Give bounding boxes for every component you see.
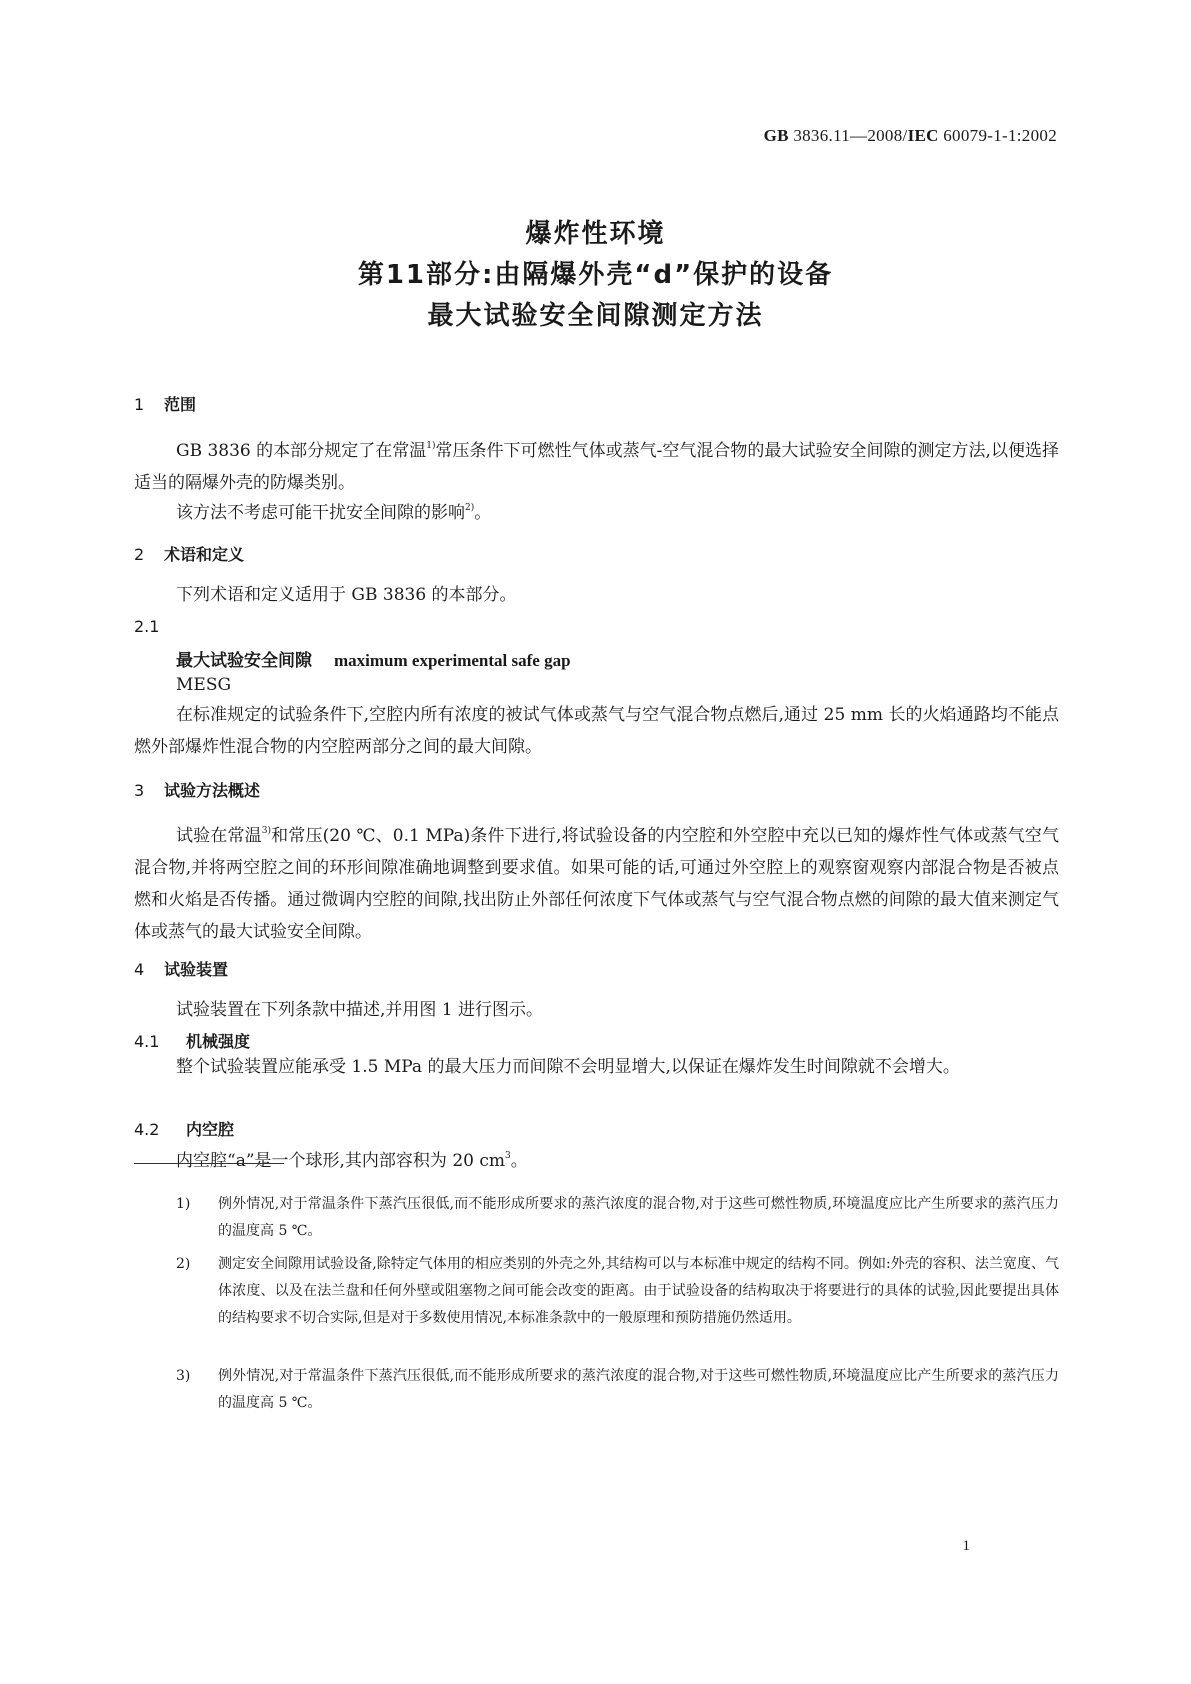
title-line-1: 爆炸性环境 [525, 219, 666, 249]
section-title: 试验方法概述 [164, 781, 261, 800]
term-english: maximum experimental safe gap [334, 651, 571, 670]
text-run: 。 [510, 1151, 528, 1171]
subsection-4-2-heading [134, 1117, 234, 1140]
text-run: 该方法不考虑可能干扰安全间隙的影响 [176, 503, 465, 523]
section-title: 术语和定义 [164, 545, 245, 564]
footnote-1 [176, 1191, 1059, 1245]
footnote-ref: 3) [261, 826, 272, 836]
subsection-2-1-number: 2.1 [134, 617, 160, 636]
text-run: GB 3836 的本部分规定了在常温 [176, 441, 427, 461]
standard-code [764, 126, 1057, 146]
footnote-number: 2) [176, 1256, 191, 1272]
footnote-number: 3) [176, 1368, 191, 1384]
text-run: 试验在常温 [176, 826, 262, 846]
subsection-4-1-paragraph: 整个试验装置应能承受 1.5 MPa 的最大压力而间隙不会明显增大,以保证在爆炸发生时间隙就不会增大。 [176, 1057, 960, 1077]
section-number: 4 [134, 960, 145, 979]
footnote-ref: 2) [465, 503, 475, 513]
section-number: 3 [134, 781, 145, 800]
section-2-paragraph: 下列术语和定义适用于 GB 3836 的本部分。 [176, 585, 517, 605]
title-line-3: 最大试验安全间隙测定方法 [427, 301, 764, 331]
term-abbreviation: MESG [176, 675, 232, 695]
code-number: 3836.11—2008/ [788, 126, 908, 145]
section-1-paragraph-1 [134, 430, 1059, 499]
subsection-number: 4.2 [134, 1120, 160, 1139]
subsection-title: 机械强度 [186, 1032, 251, 1051]
section-title: 范围 [164, 395, 197, 414]
title-line-2: 第11部分:由隔爆外壳“d”保护的设备 [357, 260, 834, 290]
footnote-text: 例外情况,对于常温条件下蒸汽压很低,而不能形成所要求的蒸汽浓度的混合物,对于这些可燃性物质,环境温度应比产生所要求的蒸汽压力的温度高 5 ℃。 [218, 1196, 1059, 1239]
text-run: 。 [474, 503, 492, 523]
code-iec: IEC [907, 126, 939, 145]
footnote-divider [134, 1163, 284, 1164]
section-3-paragraph [134, 815, 1059, 948]
code-gb: GB [763, 126, 789, 145]
footnote-text: 例外情况,对于常温条件下蒸汽压很低,而不能形成所要求的蒸汽浓度的混合物,对于这些可燃性物质,环境温度应比产生所要求的蒸汽压力的温度高 5 ℃。 [218, 1368, 1059, 1411]
term-definition: 在标准规定的试验条件下,空腔内所有浓度的被试气体或蒸气与空气混合物点燃后,通过 25 mm 长的火焰通路均不能点燃外部爆炸性混合物的内空腔两部分之间的最大间隙。 [134, 705, 1059, 757]
section-2-heading [134, 542, 244, 565]
subsection-4-2-paragraph [134, 1140, 1059, 1177]
superscript: 3 [505, 1151, 511, 1161]
term-chinese: 最大试验安全间隙 [176, 651, 312, 671]
section-1-heading [134, 392, 196, 415]
subsection-title: 内空腔 [186, 1120, 235, 1139]
text-run: 和常压(20 ℃、0.1 MPa)条件下进行,将试验设备的内空腔和外空腔中充以已知的爆炸性气体或蒸气空气混合物,并将两空腔之间的环形间隙准确地调整到要求值。如果可能的话,可通过外空腔上的观察窗观察内部混合物是否被点燃和火焰是否传播。通过微调内空腔的间隙,找出防止外部任何浓度下气体或蒸气与空气混合物点燃的间隙的最大值来测定气体或蒸气的最大试验安全间隙。 [134, 826, 1059, 942]
section-number: 1 [134, 395, 145, 414]
subsection-4-1-heading [134, 1029, 250, 1052]
text-run: 常压条件下可燃性气体或蒸气-空气混合物的最大试验安全间隙的测定方法,以便选择适当的隔爆外壳的防爆类别。 [134, 441, 1059, 493]
term-entry [176, 646, 571, 671]
footnote-number: 1) [176, 1196, 191, 1212]
section-title: 试验装置 [164, 960, 229, 979]
code-iec-number: 60079-1-1:2002 [938, 126, 1057, 145]
section-4-heading [134, 957, 228, 980]
page-number: 1 [962, 1538, 970, 1554]
section-4-paragraph: 试验装置在下列条款中描述,并用图 1 进行图示。 [176, 1000, 544, 1020]
subsection-number: 4.1 [134, 1032, 160, 1051]
section-3-heading [134, 778, 260, 801]
footnote-2 [176, 1251, 1059, 1332]
section-number: 2 [134, 545, 145, 564]
footnote-ref: 1) [426, 441, 436, 451]
section-1-paragraph-2 [134, 492, 1059, 529]
text-run: 内空腔“a”是一个球形,其内部容积为 20 cm [176, 1151, 506, 1171]
footnote-text: 测定安全间隙用试验设备,除特定气体用的相应类别的外壳之外,其结构可以与本标准中规定的结构不同。例如:外壳的容积、法兰宽度、气体浓度、以及在法兰盘和任何外壁或阻塞物之间可能会改变的距离。由于试验设备的结构取决于将要进行的具体的试验,因此要提出具体的结构要求不切合实际,但是对于多数使用情况,本标准条款中的一般原理和预防措施仍然适用。 [218, 1256, 1059, 1326]
footnote-3 [176, 1363, 1059, 1417]
